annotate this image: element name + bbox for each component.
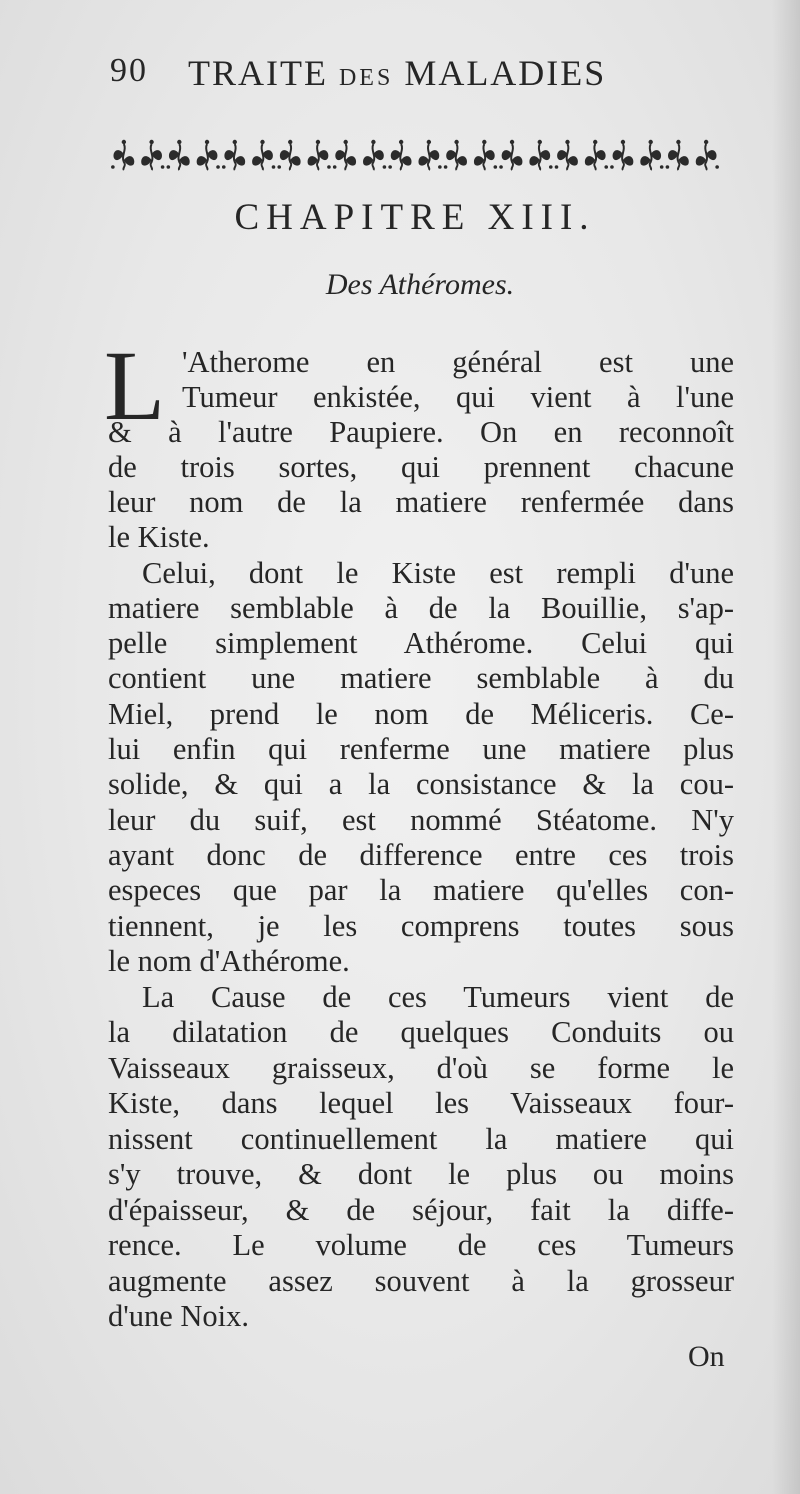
text-line: s'y trouve, & dont le plus ou moins [108,1157,734,1191]
text-line: especes que par la matiere qu'elles con- [108,873,734,907]
fleuron-unit-icon [666,140,689,170]
chapter-subtitle: Des Athéromes. [325,268,515,301]
page-number: 90 [110,52,148,89]
fleuron-unit-icon [499,140,522,170]
fleuron-unit-icon [640,140,663,170]
fleuron-unit-icon [308,140,331,170]
fleuron-unit-icon [111,140,134,170]
fleuron-unit-icon [418,140,441,170]
fleuron-unit-icon [610,140,633,170]
text-line: Tumeur enkistée, qui vient à l'une [182,380,734,414]
text-line: tiennent, je les comprens toutes sous [108,909,734,943]
chapter-title: CHAPITRE XIII. [234,197,596,238]
running-title-part-1: TRAITE [188,53,328,93]
text-line: le Kiste. [108,520,210,554]
text-line: rence. Le volume de ces Tumeurs [108,1228,734,1262]
text-line: pelle simplement Athérome. Celui qui [108,626,734,660]
text-line: contient une matiere semblable à du [108,661,734,695]
fleuron-unit-icon [388,140,411,170]
fleuron-unit-icon [252,140,275,170]
text-line: Vaisseaux graisseux, d'où se forme le [108,1051,734,1085]
fleuron-unit-icon [141,140,164,170]
fleuron-unit-icon [529,140,552,170]
fleuron-unit-icon [363,140,386,170]
text-line: la dilatation de quelques Conduits ou [108,1015,734,1049]
running-title-part-2: DES [338,65,394,91]
text-line: & à l'autre Paupiere. On en reconnoît [108,415,734,449]
fleuron-unit-icon [197,140,220,170]
text-line: d'une Noix. [108,1299,250,1333]
text-line: le nom d'Athérome. [108,944,350,978]
text-line: solide, & qui a la consistance & la cou- [108,767,734,801]
drop-cap: L [104,330,166,441]
running-title [188,52,606,94]
text-line: de trois sortes, qui prennent chacune [108,450,734,484]
fleuron-ornament-icon [110,138,720,174]
running-header [110,52,710,102]
text-line: matiere semblable à de la Bouillie, s'ap- [108,591,734,625]
text-line: 'Atherome en général est une [182,345,734,379]
text-line: Miel, prend le nom de Méliceris. Ce- [108,697,734,731]
fleuron-unit-icon [167,140,190,170]
running-title-part-3: MALADIES [404,53,607,93]
catchword: On [688,1340,725,1373]
fleuron-unit-icon [555,140,578,170]
text-line: ayant donc de difference entre ces trois [108,838,734,872]
fleuron-unit-icon [474,140,497,170]
fleuron-unit-icon [222,140,245,170]
fleuron-unit-icon [277,140,300,170]
fleuron-unit-icon [333,140,356,170]
text-line: Kiste, dans lequel les Vaisseaux four- [108,1086,734,1120]
fleuron-unit-icon [585,140,608,170]
text-line: nissent continuellement la matiere qui [108,1122,734,1156]
text-line: leur nom de la matiere renfermée dans [108,485,734,519]
text-line: leur du suif, est nommé Stéatome. N'y [108,803,734,837]
fleuron-unit-icon [696,140,719,170]
fleuron-unit-icon [444,140,467,170]
text-line: augmente assez souvent à la grosseur [108,1264,734,1298]
text-line: La Cause de ces Tumeurs vient de [142,980,734,1014]
text-line: lui enfin qui renferme une matiere plus [108,732,734,766]
text-line: d'épaisseur, & de séjour, fait la diffe- [108,1193,734,1227]
text-line: Celui, dont le Kiste est rempli d'une [142,556,734,590]
